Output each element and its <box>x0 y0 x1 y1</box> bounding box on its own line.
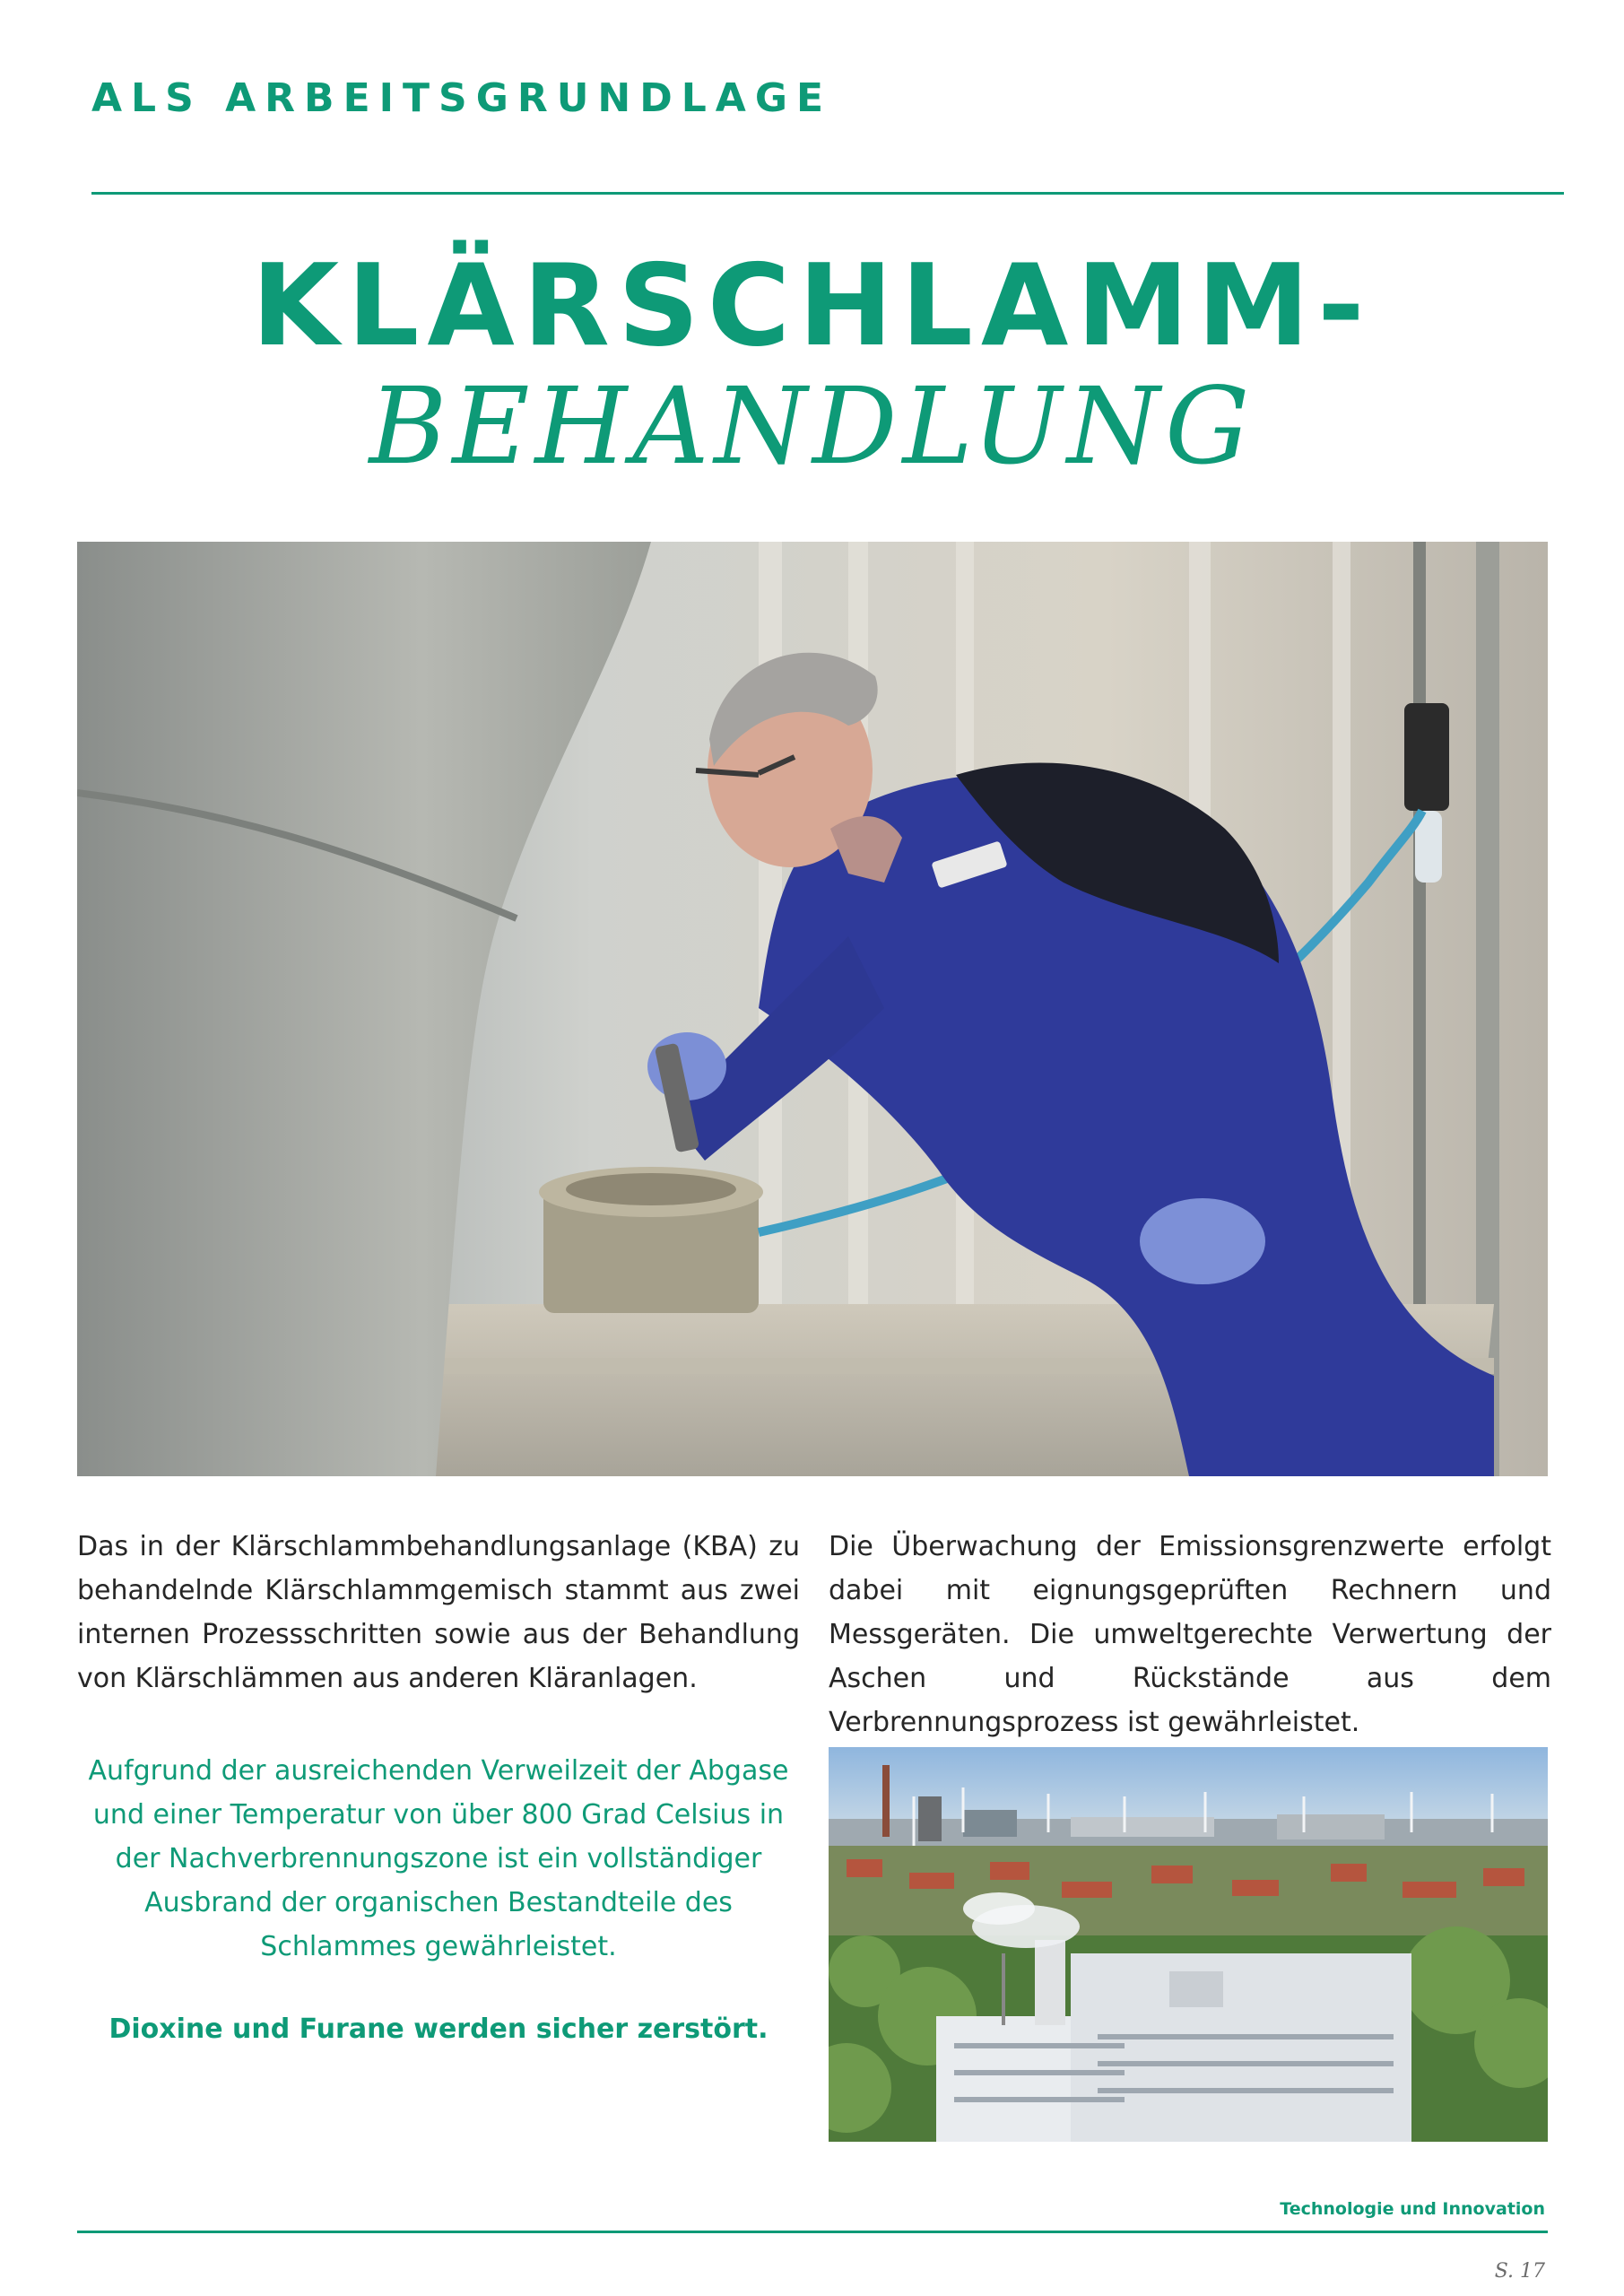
page-title-line-1: KLÄRSCHLAMM- <box>251 239 1373 371</box>
pull-quote-emphasis: Dioxine und Furane werden sicher zerstört. <box>109 2013 769 2045</box>
body-paragraph-right: Die Überwachung der Emissionsgrenzwerte erfolgt dabei mit eignungsgeprüften Rechnern und Messgeräten. Die umweltgerechte Verwertung der Aschen und Rückstände aus dem Verbrennungsprozess ist gewährleistet. <box>829 1531 1551 1738</box>
pull-quote: Aufgrund der ausreichenden Verweilzeit der Abgase und einer Temperatur von über 800 Grad Celsius in der Nachverbrennungszone ist ein vollständiger Ausbrand der organischen Bestandteile des Schlammes gewährleistet. <box>88 1755 789 1962</box>
header-divider <box>91 192 1564 195</box>
footer-section-label: Technologie und Innovation <box>1280 2199 1545 2219</box>
footer-divider <box>77 2231 1548 2233</box>
main-photo-worker <box>77 542 1548 1476</box>
body-paragraph-left: Das in der Klärschlammbehandlungsanlage (KBA) zu behandelnde Klärschlammgemisch stammt aus zwei internen Prozessschritten sowie aus der Behandlung von Klärschlämmen aus anderen Kläranlagen. <box>77 1531 800 1694</box>
page-number: S. 17 <box>1494 2260 1545 2283</box>
section-kicker: ALS ARBEITSGRUNDLAGE <box>91 75 833 121</box>
page-title-line-2: BEHANDLUNG <box>369 364 1255 488</box>
plant-aerial-photo <box>829 1747 1548 2142</box>
